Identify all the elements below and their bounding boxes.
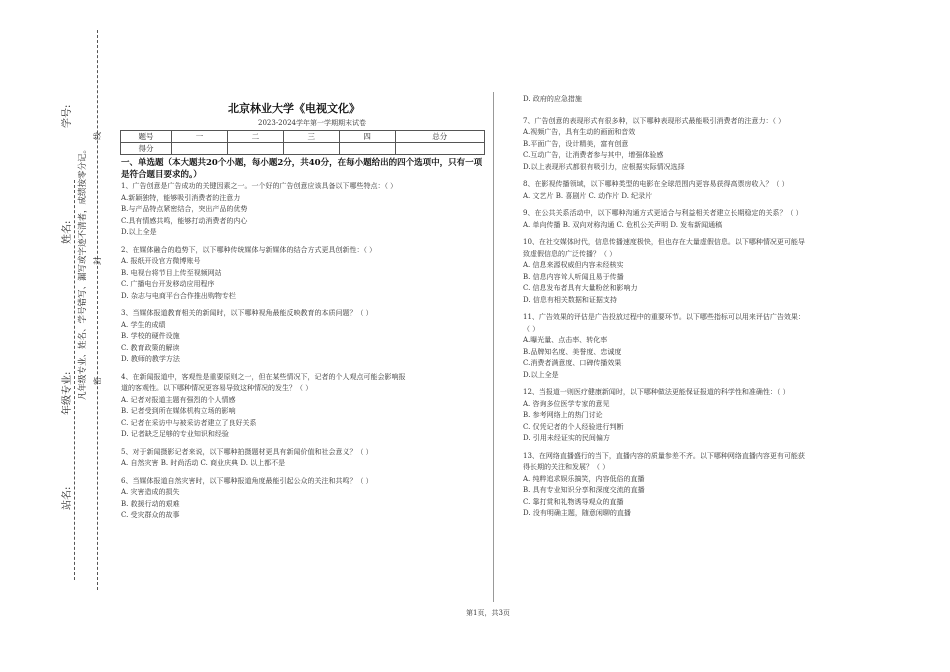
student-name-label: 姓名: [62, 220, 73, 244]
option: D. 杂志与电商平台合作推出购物专栏 [121, 291, 236, 300]
question-text: 6、当媒体报道自然灾害时，以下哪种报道角度最能引起公众的关注和共鸣？（ ） [121, 476, 373, 485]
option: A. 信息来源权威但内容未经核实 [523, 261, 624, 269]
option: C. 记者在采访中与被采访者建立了良好关系 [121, 418, 257, 427]
question-text: 1、广告创意是广告成功的关键因素之一。一个好的广告创意应该具备以下哪些特点：（ ） [121, 182, 398, 190]
question-text: 10、在社交媒体时代，信息传播速度极快，但也存在大量虚假信息。以下哪种情况更可能导 [523, 238, 805, 246]
question-7 [523, 116, 923, 174]
score-header-cell: 四 [339, 131, 395, 143]
question-text: 12、当报道一则医疗健康新闻时，以下哪种做法更能保证报道的科学性和准确性：（ ） [523, 388, 790, 396]
option: A.视频广告，具有生动的画面和音效 [523, 128, 636, 136]
binding-margin [0, 0, 115, 672]
option: B. 参考网络上的热门讨论 [523, 411, 603, 419]
binding-line-outer [97, 30, 98, 590]
question-text: 7、广告创意的表现形式有很多种，以下哪种表现形式最能吸引消费者的注意力：（ ） [523, 116, 786, 125]
question-text: 4、在新闻报道中，客观性是重要原则之一，但在某些情况下，记者的个人观点可能会影响报 [121, 372, 406, 381]
score-table-score-row [121, 143, 485, 155]
question-8 [523, 179, 923, 202]
option: C. 仅凭记者的个人经验进行判断 [523, 422, 624, 431]
question-3 [121, 308, 486, 366]
column-divider [493, 92, 494, 602]
option: B. 学校的硬件设施 [121, 332, 180, 340]
option: C. 受灾群众的故事 [121, 511, 180, 519]
question-6-continued [523, 94, 923, 106]
seal-xian: 线 [93, 132, 102, 140]
question-text: 致虚假信息的广泛传播？（ ） [523, 249, 617, 258]
option: B. 电视台将节目上传至视频网站 [121, 268, 222, 277]
option: C.消费者满意度、口碑传播效果 [523, 359, 622, 367]
option: D.以上全是 [121, 228, 157, 236]
option: D. 记者缺乏足够的专业知识和经验 [121, 430, 229, 438]
option: D.以上全是 [523, 370, 559, 379]
option: C. 信息发布者具有大量粉丝和影响力 [523, 284, 638, 292]
option: B. 具有专业知识分享和深度交流的直播 [523, 486, 645, 494]
score-cell [227, 143, 283, 155]
option: B.与产品特点紧密结合，突出产品的优势 [121, 205, 248, 213]
score-cell [339, 143, 395, 155]
option: B.品牌知名度、美誉度、忠诚度 [523, 347, 622, 356]
option: A. 单向传播 B. 双向对称沟通 C. 危机公关声明 D. 发布新闻通稿 [523, 220, 723, 229]
score-header-cell: 题号 [121, 131, 172, 143]
question-text: （ ） [523, 324, 540, 333]
score-header-cell: 一 [172, 131, 228, 143]
option: D. 信息有相关数据和证据支持 [523, 295, 617, 304]
option: C.互动广告，让消费者参与其中，增强体验感 [523, 151, 664, 159]
binding-notice: 凡年级专业、姓名、学号错写、漏写或字迹不清者，成绩按零分记。 [78, 144, 88, 400]
option: B.平面广告，设计精美，富有创意 [523, 139, 629, 148]
score-header-cell: 总分 [395, 131, 484, 143]
section-heading: 一、单选题（本大题共20个小题，每小题2分，共40分，在每小题给出的四个选项中，只有一项是符合题目要求的。） [121, 158, 483, 180]
grade-major-label: 年级专业: [62, 371, 73, 415]
exam-title: 北京林业大学《电视文化》 [228, 102, 360, 115]
question-text: 5、对于新闻摄影记者来说，以下哪种拍摄题材更具有新闻价值和社会意义？（ ） [121, 447, 373, 456]
option: A.曝光量、点击率、转化率 [523, 336, 608, 344]
question-text: 9、在公共关系活动中，以下哪种沟通方式更适合与利益相关者建立长期稳定的关系？（ ） [523, 209, 803, 217]
exam-subtitle: 2023-2024学年第一学期期末试卷 [258, 119, 366, 127]
seal-feng: 封 [93, 257, 102, 265]
option: D. 教师的教学方法 [121, 355, 180, 363]
question-6 [121, 476, 486, 522]
score-table [120, 130, 485, 155]
score-row-label: 得分 [121, 143, 172, 155]
option: A.新颖独特，能够吸引消费者的注意力 [121, 193, 241, 202]
score-cell [283, 143, 339, 155]
option: A. 报纸开设官方微博账号 [121, 257, 201, 265]
question-text: 8、在影视传播领域，以下哪种类型的电影在全球范围内更容易获得高票房收入？（ ） [523, 180, 789, 188]
option: C. 靠打赏和礼物诱导观众的直播 [523, 497, 624, 506]
option: A. 灾害造成的损失 [121, 488, 180, 496]
question-4 [121, 372, 486, 441]
option: C.具有情感共鸣，能够打动消费者的内心 [121, 216, 248, 225]
option: A. 自然灾害 B. 时尚活动 C. 商业庆典 D. 以上都不是 [121, 459, 286, 467]
question-text: 2、在媒体融合的趋势下，以下哪种传统媒体与新媒体的结合方式更具创新性：（ ） [121, 245, 377, 254]
question-11 [523, 312, 923, 381]
score-header-cell: 二 [227, 131, 283, 143]
page-footer: 第1页，共3页 [466, 609, 510, 617]
option: D.以上表现形式都很有吸引力，应根据实际情况选择 [523, 162, 685, 171]
question-12 [523, 387, 923, 445]
question-10 [523, 237, 923, 306]
option: A. 记者对报道主题有强烈的个人情感 [121, 395, 236, 404]
binding-line-inner [74, 180, 75, 580]
option: A. 学生的成绩 [121, 320, 166, 329]
seal-mi: 密 [93, 377, 102, 385]
question-text: 得长期的关注和发展？（ ） [523, 463, 610, 471]
option: D. 引用未经证实的民间偏方 [523, 434, 610, 442]
option: C. 广播电台开发移动应用程序 [121, 280, 215, 288]
question-text: 道的客观性。以下哪种情况更容易导致这种情况的发生？（ ） [121, 384, 313, 392]
option: B. 信息内容耸人听闻且易于传播 [523, 272, 624, 281]
score-cell [395, 143, 484, 155]
option: B. 记者受到所在媒体机构立场的影响 [121, 407, 236, 415]
option: A. 咨询多位医学专家的意见 [523, 399, 610, 408]
option: A. 文艺片 B. 喜剧片 C. 动作片 D. 纪录片 [523, 191, 653, 200]
score-cell [172, 143, 228, 155]
option: D. 政府的应急措施 [523, 95, 582, 103]
score-header-cell: 三 [283, 131, 339, 143]
option: B. 救援行动的艰难 [121, 499, 180, 508]
option: D. 没有明确主题，随意闲聊的直播 [523, 509, 631, 517]
student-id-label: 学号: [62, 104, 73, 128]
left-column [121, 157, 486, 528]
station-label: 站名: [62, 486, 73, 510]
question-2 [121, 245, 486, 303]
score-table-header-row [121, 131, 485, 143]
question-text: 3、当媒体报道教育相关的新闻时，以下哪种视角最能反映教育的本质问题？（ ） [121, 309, 373, 317]
question-13 [523, 451, 923, 520]
question-text: 11、广告效果的评估是广告投放过程中的重要环节。以下哪些指标可以用来评估广告效果： [523, 313, 805, 321]
question-text: 13、在网络直播盛行的当下，直播内容的质量参差不齐。以下哪种网络直播内容更有可能获 [523, 451, 805, 460]
option: C. 教育政策的解读 [121, 343, 180, 352]
question-1 [121, 181, 486, 239]
question-9 [523, 208, 923, 231]
option: A. 纯粹追求娱乐搞笑，内容低俗的直播 [523, 474, 645, 483]
question-5 [121, 447, 486, 470]
right-column [523, 94, 923, 526]
